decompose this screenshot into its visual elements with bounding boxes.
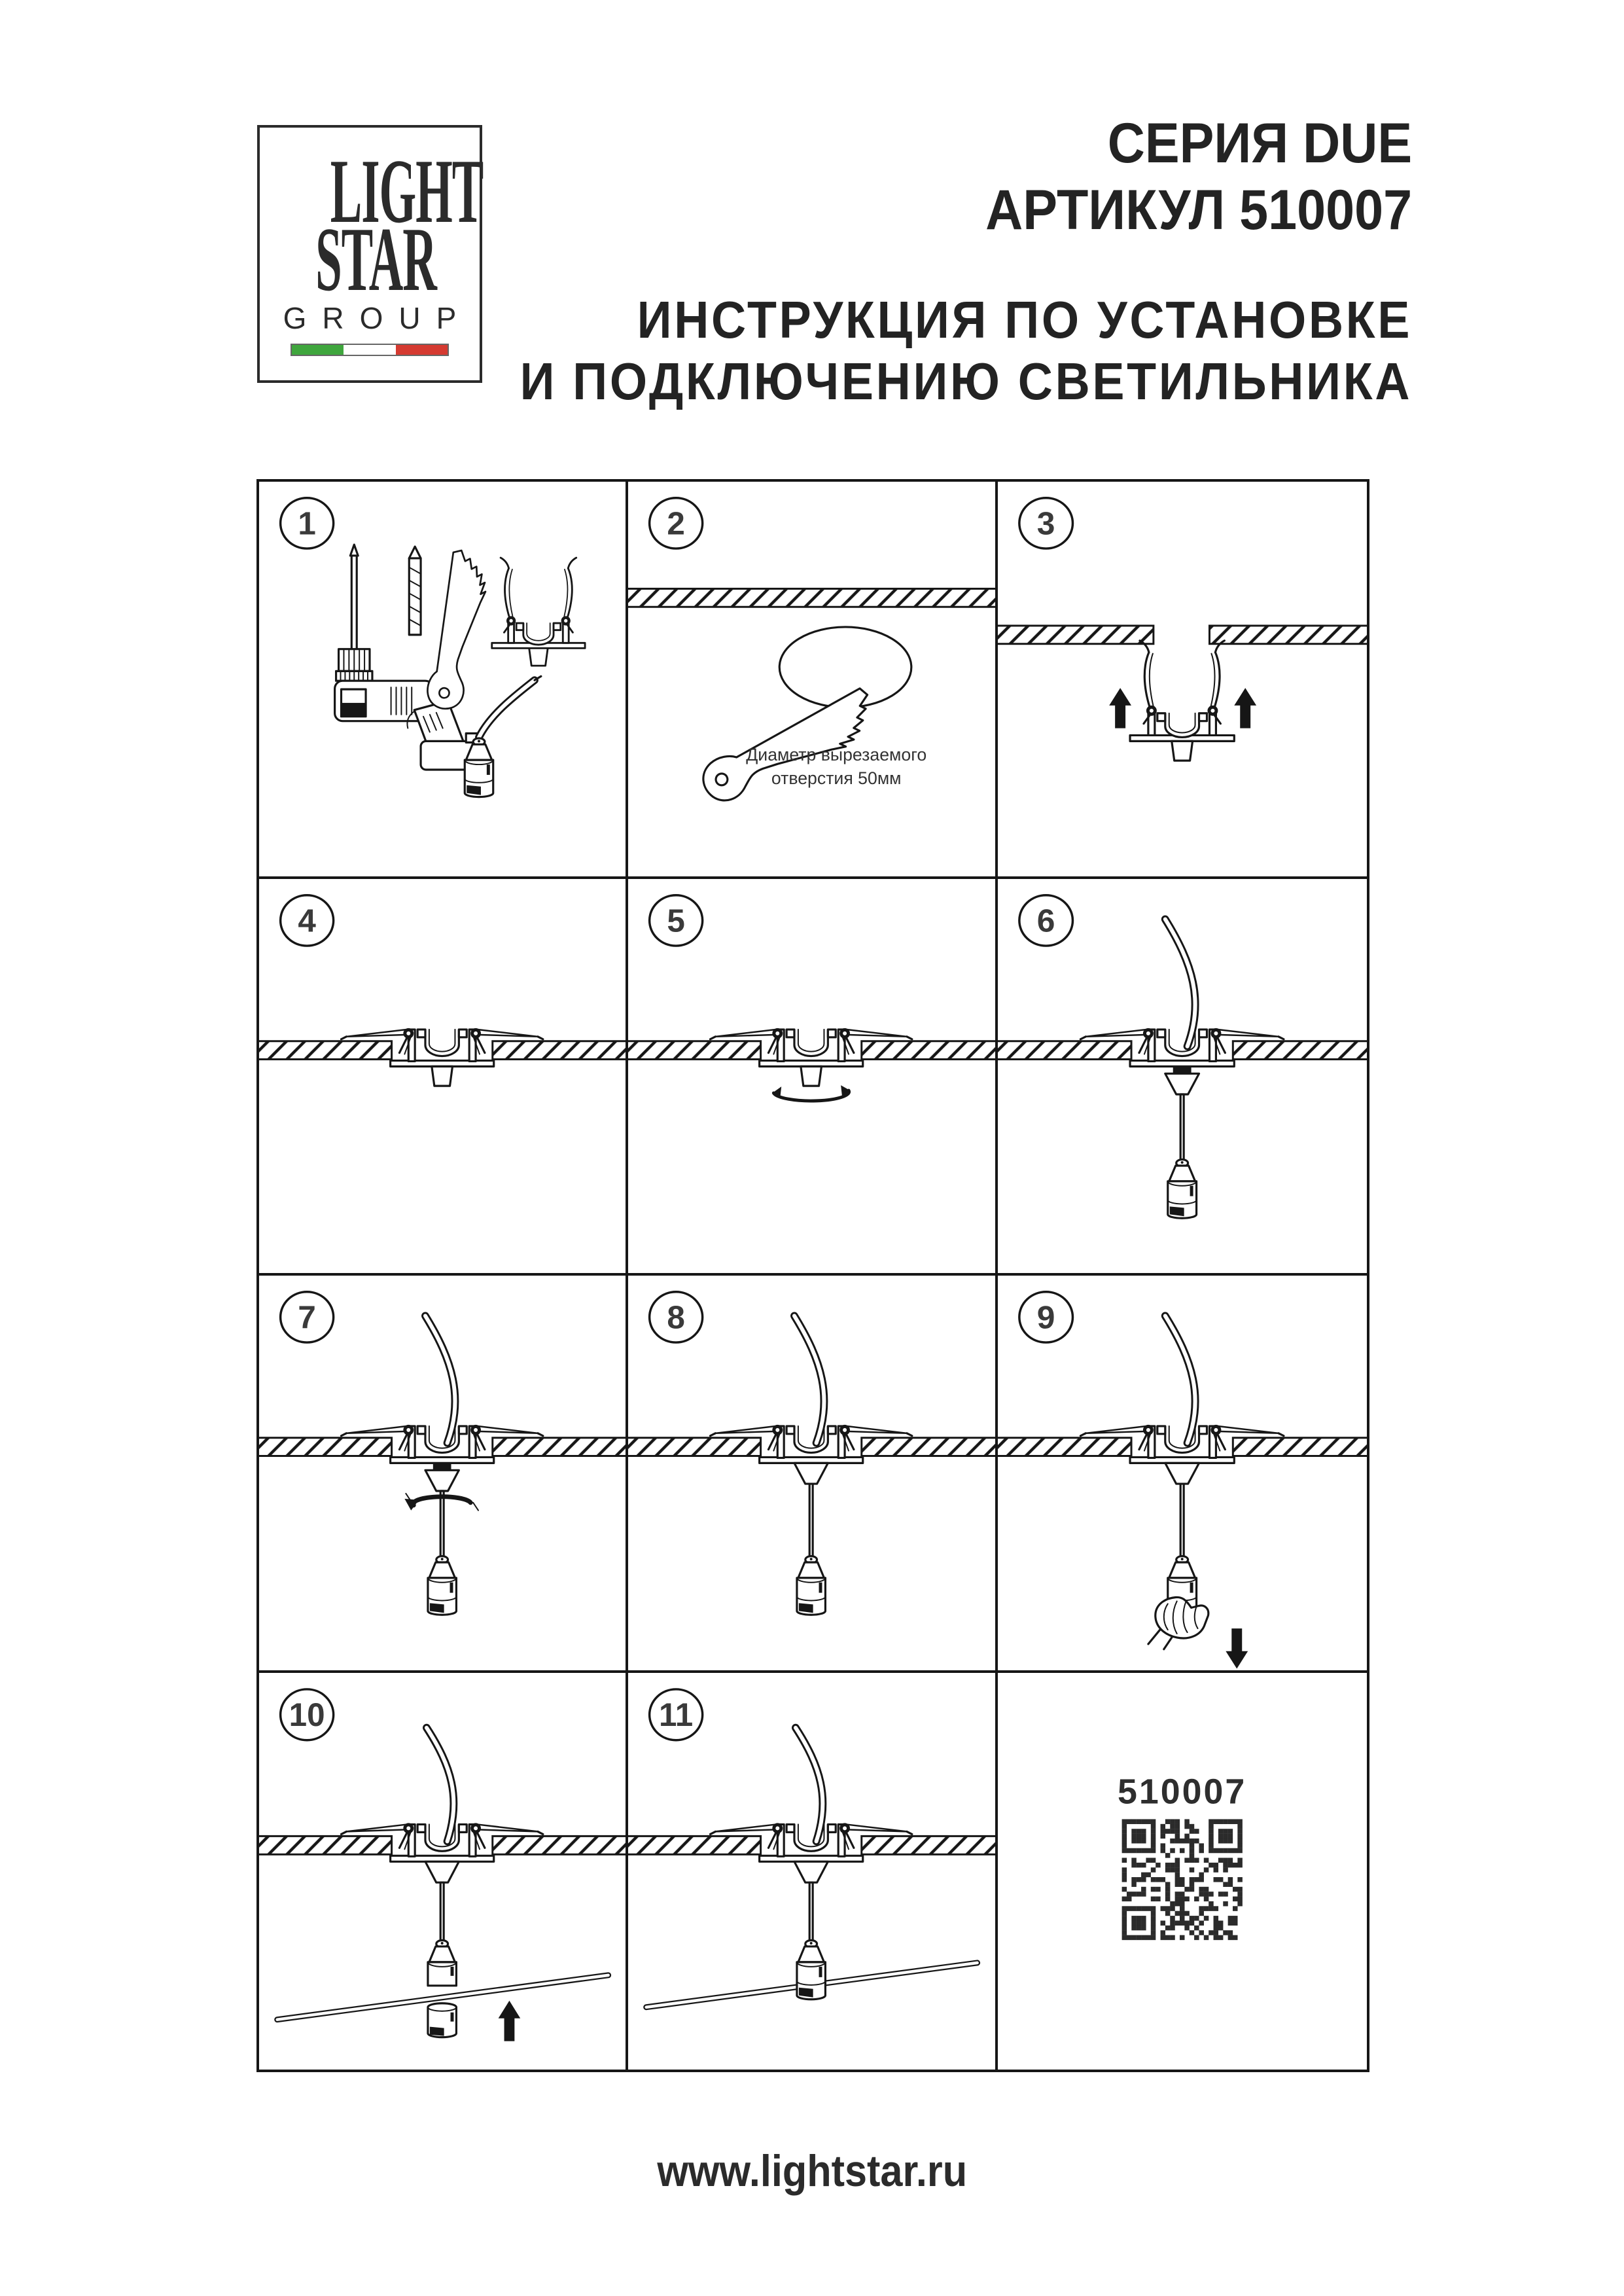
step-3-illustration — [998, 482, 1367, 876]
article-label: АРТИКУЛ 510007 — [985, 179, 1412, 242]
svg-text:5: 5 — [667, 902, 686, 939]
step-number-badge — [281, 1292, 334, 1342]
step-3-panel — [998, 482, 1367, 879]
lamp-socket-icon — [428, 1556, 456, 1615]
step-8-panel — [628, 1276, 997, 1673]
step-8-illustration — [628, 1276, 995, 1670]
socket-stub — [432, 1066, 453, 1086]
drill-bit-icon — [409, 547, 421, 635]
qr-panel — [998, 1673, 1367, 2070]
svg-text:11: 11 — [659, 1696, 694, 1733]
step-11-illustration — [628, 1673, 995, 2070]
step-7-panel — [259, 1276, 628, 1673]
mounted-ring — [259, 1028, 626, 1066]
step-10-panel — [259, 1673, 628, 2070]
mounted-ring — [998, 1425, 1367, 1463]
step-number-badge — [650, 895, 703, 945]
mounted-ring — [259, 1425, 626, 1463]
grommet — [1173, 1066, 1191, 1073]
up-arrow-icon — [1234, 688, 1256, 728]
footer — [0, 2145, 1624, 2197]
step-number-badge — [281, 498, 334, 548]
lamp-socket-icon — [1167, 1159, 1196, 1218]
stem — [1180, 1484, 1184, 1556]
mounted-ring — [628, 1823, 995, 1861]
qr-code — [1121, 1819, 1242, 1940]
step-number-badge — [650, 1292, 703, 1342]
flag-white-segment — [344, 345, 395, 355]
svg-text:3: 3 — [1036, 505, 1055, 542]
cone — [425, 1470, 459, 1491]
mounting-ring-icon — [1130, 641, 1234, 761]
step-9-illustration — [998, 1276, 1367, 1670]
instruction-title-line1: ИНСТРУКЦИЯ ПО УСТАНОВКЕ — [637, 291, 1412, 349]
socket-upper-part — [428, 1940, 456, 1985]
cone — [794, 1463, 828, 1484]
logo-group: GROUP — [283, 301, 472, 335]
step-1-illustration — [259, 482, 626, 876]
step-number-badge — [650, 1689, 703, 1740]
mounted-ring — [259, 1823, 626, 1861]
stem — [440, 1491, 444, 1556]
website-url: www.lightstar.ru — [657, 2146, 967, 2196]
step-6-panel — [998, 879, 1367, 1276]
ceiling-section — [628, 589, 995, 607]
step-number-badge — [650, 498, 703, 548]
svg-text:9: 9 — [1036, 1299, 1055, 1336]
instruction-title-line2: И ПОДКЛЮЧЕНИЮ СВЕТИЛЬНИКА — [520, 352, 1412, 410]
cone — [1165, 1073, 1199, 1094]
step-1-panel — [259, 482, 628, 879]
flag-green-segment — [292, 345, 344, 355]
step-number-badge — [1019, 498, 1073, 548]
step-5-panel — [628, 879, 997, 1276]
cone — [1165, 1463, 1199, 1484]
article-number: 510007 — [1117, 1771, 1246, 1812]
svg-text:2: 2 — [667, 505, 686, 542]
ceiling-section-right — [1209, 626, 1367, 644]
logo-star: STAR — [315, 209, 436, 310]
supply-cable — [796, 1727, 822, 1841]
lamp-socket-icon — [797, 1556, 825, 1615]
svg-text:10: 10 — [289, 1696, 325, 1733]
svg-text:7: 7 — [298, 1299, 316, 1336]
step-number-badge — [281, 1689, 334, 1740]
supply-cable — [1165, 1316, 1195, 1443]
up-arrow-icon — [499, 2000, 521, 2041]
italian-flag-bar — [291, 344, 449, 356]
mounting-ring-icon — [492, 558, 585, 666]
stem — [810, 1484, 813, 1556]
lamp-socket-icon — [465, 676, 541, 797]
svg-text:6: 6 — [1036, 901, 1055, 939]
saw-icon — [425, 548, 492, 712]
step-6-illustration — [998, 879, 1367, 1274]
step-2-illustration — [628, 482, 995, 876]
step-4-panel — [259, 879, 628, 1276]
series-label: СЕРИЯ DUE — [1107, 112, 1412, 175]
stem — [810, 1882, 813, 1941]
steps-grid — [256, 479, 1369, 2072]
step-2-panel — [628, 482, 997, 879]
step-10-illustration — [259, 1673, 626, 2070]
svg-text:4: 4 — [298, 902, 316, 939]
step-number-badge — [281, 895, 334, 945]
supply-cable — [794, 1316, 824, 1443]
mounted-ring — [628, 1028, 995, 1066]
qr-panel-art — [998, 1673, 1367, 2070]
socket-sleeve — [428, 2003, 456, 2037]
down-arrow-icon — [1226, 1628, 1248, 1668]
step-4-illustration — [259, 879, 626, 1274]
hole-diameter-caption-2: отверстия 50мм — [771, 768, 902, 788]
step-number-badge — [1019, 1292, 1073, 1342]
step-7-illustration — [259, 1276, 626, 1670]
step-5-illustration — [628, 879, 995, 1274]
rotation-arrow-icon — [773, 1085, 851, 1101]
hole-diameter-caption: Диаметр вырезаемого — [746, 745, 927, 765]
supply-cable — [1165, 919, 1195, 1046]
grommet — [433, 1463, 451, 1470]
cone — [794, 1861, 828, 1882]
socket-stub — [801, 1066, 822, 1086]
svg-text:8: 8 — [667, 1299, 686, 1336]
stem — [1180, 1094, 1184, 1159]
step-11-panel — [628, 1673, 997, 2070]
stem — [440, 1882, 444, 1941]
hand-icon — [1148, 1597, 1209, 1649]
up-arrow-icon — [1109, 688, 1131, 728]
mounted-ring — [998, 1028, 1367, 1066]
lamp-socket-icon — [797, 1940, 825, 1999]
step-number-badge — [1019, 895, 1073, 945]
cone — [425, 1861, 459, 1882]
supply-cable — [427, 1727, 453, 1841]
header — [520, 110, 1412, 412]
svg-text:1: 1 — [298, 505, 316, 542]
logo-light: LIGHT — [330, 141, 484, 242]
flag-red-segment — [396, 345, 448, 355]
lightstar-logo — [257, 125, 482, 383]
mounted-ring — [628, 1425, 995, 1463]
ceiling-section-left — [998, 626, 1154, 644]
supply-cable — [425, 1316, 455, 1443]
step-9-panel — [998, 1276, 1367, 1673]
